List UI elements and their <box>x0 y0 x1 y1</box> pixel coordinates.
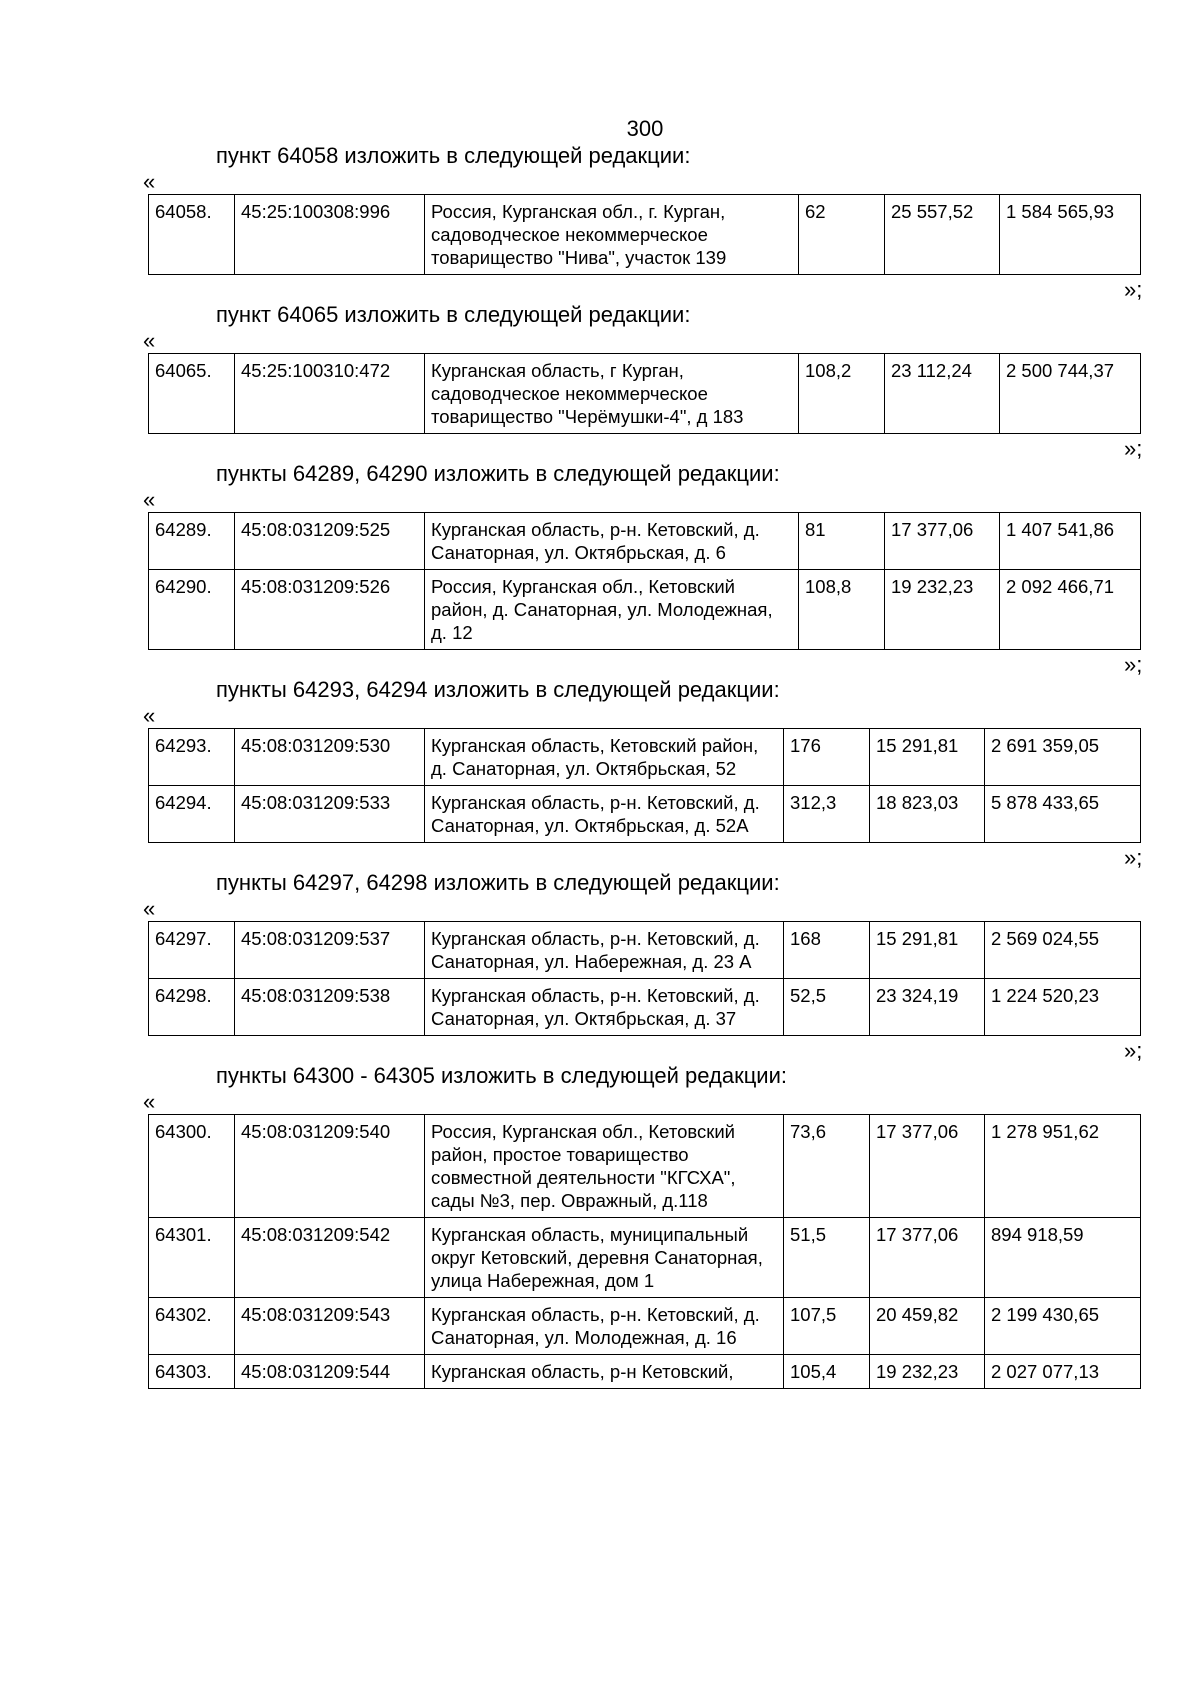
address-cell: Россия, Курганская обл., Кетовский район, простое товарищество совместной деятельности "КГСХА", сады №3, пер. Овражный, д.118 <box>425 1115 784 1218</box>
cadastral-number-cell: 45:08:031209:533 <box>235 786 425 843</box>
total-cost-cell: 5 878 433,65 <box>985 786 1141 843</box>
total-cost-cell: 2 092 466,71 <box>1000 570 1141 650</box>
address-cell: Курганская область, г Курган, садоводческое некоммерческое товарищество "Черёмушки-4", д 183 <box>425 354 799 434</box>
section-heading: пункты 64297, 64298 изложить в следующей редакции: <box>216 870 780 895</box>
cadastral-cost-per-unit-cell: 18 823,03 <box>870 786 985 843</box>
total-cost-cell: 1 407 541,86 <box>1000 513 1141 570</box>
cadastral-cost-per-unit-cell: 20 459,82 <box>870 1298 985 1355</box>
amendment-section <box>0 676 1200 869</box>
close-quote: »; <box>1124 436 1143 461</box>
document-body <box>0 142 1200 1389</box>
item-number-cell: 64300. <box>149 1115 235 1218</box>
cadastral-number-cell: 45:08:031209:542 <box>235 1218 425 1298</box>
item-number-cell: 64058. <box>149 195 235 275</box>
cadastral-number-cell: 45:08:031209:540 <box>235 1115 425 1218</box>
address-cell: Курганская область, р-н. Кетовский, д. Санаторная, ул. Октябрьская, д. 6 <box>425 513 799 570</box>
item-number-cell: 64301. <box>149 1218 235 1298</box>
section-heading: пункты 64293, 64294 изложить в следующей редакции: <box>216 677 780 702</box>
item-number-cell: 64289. <box>149 513 235 570</box>
close-quote: »; <box>1124 652 1143 677</box>
open-quote: « <box>143 896 156 921</box>
area-cell: 73,6 <box>784 1115 870 1218</box>
amendment-section <box>0 460 1200 676</box>
item-number-cell: 64298. <box>149 979 235 1036</box>
area-cell: 168 <box>784 922 870 979</box>
table-row <box>149 1298 1141 1355</box>
property-table <box>148 353 1141 434</box>
address-cell: Курганская область, р-н. Кетовский, д. Санаторная, ул. Молодежная, д. 16 <box>425 1298 784 1355</box>
property-table <box>148 728 1141 843</box>
cadastral-number-cell: 45:08:031209:526 <box>235 570 425 650</box>
total-cost-cell: 2 500 744,37 <box>1000 354 1141 434</box>
item-number-cell: 64290. <box>149 570 235 650</box>
section-heading: пункты 64300 - 64305 изложить в следующей редакции: <box>216 1063 788 1088</box>
item-number-cell: 64297. <box>149 922 235 979</box>
item-number-cell: 64293. <box>149 729 235 786</box>
table-row <box>149 922 1141 979</box>
address-cell: Курганская область, р-н. Кетовский, д. Санаторная, ул. Октябрьская, д. 37 <box>425 979 784 1036</box>
cadastral-cost-per-unit-cell: 15 291,81 <box>870 922 985 979</box>
cadastral-number-cell: 45:08:031209:543 <box>235 1298 425 1355</box>
cadastral-cost-per-unit-cell: 15 291,81 <box>870 729 985 786</box>
item-number-cell: 64065. <box>149 354 235 434</box>
area-cell: 52,5 <box>784 979 870 1036</box>
property-table <box>148 512 1141 650</box>
cadastral-cost-per-unit-cell: 19 232,23 <box>870 1355 985 1389</box>
item-number-cell: 64302. <box>149 1298 235 1355</box>
open-quote: « <box>143 703 156 728</box>
total-cost-cell: 1 584 565,93 <box>1000 195 1141 275</box>
address-cell: Россия, Курганская обл., г. Курган, садоводческое некоммерческое товарищество "Нива", участок 139 <box>425 195 799 275</box>
item-number-cell: 64303. <box>149 1355 235 1389</box>
total-cost-cell: 1 278 951,62 <box>985 1115 1141 1218</box>
close-quote: »; <box>1124 277 1143 302</box>
table-row <box>149 1218 1141 1298</box>
open-quote: « <box>143 487 156 512</box>
area-cell: 108,2 <box>799 354 885 434</box>
total-cost-cell: 2 027 077,13 <box>985 1355 1141 1389</box>
open-quote: « <box>143 328 156 353</box>
open-quote: « <box>143 169 156 194</box>
area-cell: 312,3 <box>784 786 870 843</box>
total-cost-cell: 894 918,59 <box>985 1218 1141 1298</box>
total-cost-cell: 2 569 024,55 <box>985 922 1141 979</box>
area-cell: 81 <box>799 513 885 570</box>
table-row <box>149 354 1141 434</box>
area-cell: 107,5 <box>784 1298 870 1355</box>
cadastral-cost-per-unit-cell: 19 232,23 <box>885 570 1000 650</box>
cadastral-number-cell: 45:08:031209:538 <box>235 979 425 1036</box>
table-row <box>149 729 1141 786</box>
address-cell: Курганская область, р-н. Кетовский, д. Санаторная, ул. Октябрьская, д. 52А <box>425 786 784 843</box>
close-quote: »; <box>1124 1038 1143 1063</box>
property-table <box>148 194 1141 275</box>
cadastral-cost-per-unit-cell: 17 377,06 <box>870 1218 985 1298</box>
address-cell: Курганская область, муниципальный округ Кетовский, деревня Санаторная, улица Набережная, дом 1 <box>425 1218 784 1298</box>
table-row <box>149 786 1141 843</box>
item-number-cell: 64294. <box>149 786 235 843</box>
section-heading: пункт 64058 изложить в следующей редакции: <box>216 143 691 168</box>
area-cell: 108,8 <box>799 570 885 650</box>
cadastral-number-cell: 45:25:100310:472 <box>235 354 425 434</box>
area-cell: 51,5 <box>784 1218 870 1298</box>
address-cell: Курганская область, р-н. Кетовский, д. Санаторная, ул. Набережная, д. 23 А <box>425 922 784 979</box>
cadastral-cost-per-unit-cell: 25 557,52 <box>885 195 1000 275</box>
cadastral-number-cell: 45:08:031209:544 <box>235 1355 425 1389</box>
cadastral-number-cell: 45:08:031209:537 <box>235 922 425 979</box>
amendment-section <box>0 142 1200 301</box>
amendment-section <box>0 1062 1200 1389</box>
section-heading: пункты 64289, 64290 изложить в следующей редакции: <box>216 461 780 486</box>
amendment-section <box>0 301 1200 460</box>
cadastral-number-cell: 45:25:100308:996 <box>235 195 425 275</box>
table-row <box>149 979 1141 1036</box>
cadastral-cost-per-unit-cell: 17 377,06 <box>885 513 1000 570</box>
cadastral-cost-per-unit-cell: 17 377,06 <box>870 1115 985 1218</box>
total-cost-cell: 2 691 359,05 <box>985 729 1141 786</box>
table-row <box>149 513 1141 570</box>
address-cell: Курганская область, р-н Кетовский, <box>425 1355 784 1389</box>
open-quote: « <box>143 1089 156 1114</box>
table-row <box>149 570 1141 650</box>
amendment-section <box>0 869 1200 1062</box>
total-cost-cell: 2 199 430,65 <box>985 1298 1141 1355</box>
total-cost-cell: 1 224 520,23 <box>985 979 1141 1036</box>
cadastral-number-cell: 45:08:031209:525 <box>235 513 425 570</box>
address-cell: Россия, Курганская обл., Кетовский район, д. Санаторная, ул. Молодежная, д. 12 <box>425 570 799 650</box>
table-row <box>149 1355 1141 1389</box>
cadastral-number-cell: 45:08:031209:530 <box>235 729 425 786</box>
property-table <box>148 921 1141 1036</box>
close-quote: »; <box>1124 845 1143 870</box>
property-table <box>148 1114 1141 1389</box>
area-cell: 62 <box>799 195 885 275</box>
address-cell: Курганская область, Кетовский район, д. Санаторная, ул. Октябрьская, 52 <box>425 729 784 786</box>
table-row <box>149 1115 1141 1218</box>
area-cell: 176 <box>784 729 870 786</box>
cadastral-cost-per-unit-cell: 23 112,24 <box>885 354 1000 434</box>
page-number: 300 <box>626 116 664 141</box>
cadastral-cost-per-unit-cell: 23 324,19 <box>870 979 985 1036</box>
section-heading: пункт 64065 изложить в следующей редакции: <box>216 302 691 327</box>
table-row <box>149 195 1141 275</box>
area-cell: 105,4 <box>784 1355 870 1389</box>
